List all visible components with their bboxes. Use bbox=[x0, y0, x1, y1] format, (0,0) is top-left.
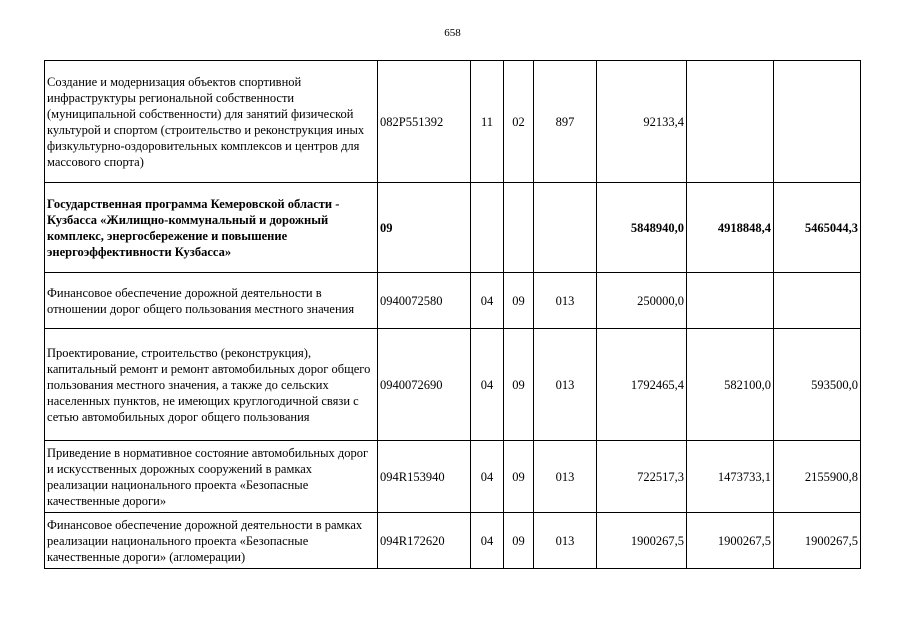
table-row bbox=[45, 329, 861, 441]
sum-year2-cell bbox=[687, 61, 774, 183]
sum-year1-cell: 250000,0 bbox=[597, 273, 687, 329]
sum-year3-cell: 1900267,5 bbox=[774, 513, 861, 569]
section-cell bbox=[471, 183, 504, 273]
subsection-cell: 02 bbox=[504, 61, 534, 183]
row-name-cell: Проектирование, строительство (реконструкция), капитальный ремонт и ремонт автомобильных дорог общего пользования местного значения, а также до сельских населенных пунктов, не имеющих круглогодичной связи с сетью автомобильных дорог общего пользования bbox=[45, 329, 378, 441]
sum-year3-cell: 593500,0 bbox=[774, 329, 861, 441]
target-code-cell: 09 bbox=[378, 183, 471, 273]
budget-table bbox=[44, 60, 861, 569]
sum-year3-cell: 5465044,3 bbox=[774, 183, 861, 273]
section-cell: 04 bbox=[471, 441, 504, 513]
sum-year2-cell: 1900267,5 bbox=[687, 513, 774, 569]
row-name-cell: Финансовое обеспечение дорожной деятельности в отношении дорог общего пользования местного значения bbox=[45, 273, 378, 329]
sum-year1-cell: 1792465,4 bbox=[597, 329, 687, 441]
sum-year1-cell: 92133,4 bbox=[597, 61, 687, 183]
sum-year3-cell: 2155900,8 bbox=[774, 441, 861, 513]
subsection-cell bbox=[504, 183, 534, 273]
sum-year3-cell bbox=[774, 61, 861, 183]
target-code-cell: 082P551392 bbox=[378, 61, 471, 183]
sum-year2-cell: 1473733,1 bbox=[687, 441, 774, 513]
section-cell: 04 bbox=[471, 329, 504, 441]
expense-type-cell: 013 bbox=[534, 513, 597, 569]
target-code-cell: 094R153940 bbox=[378, 441, 471, 513]
row-name-cell: Создание и модернизация объектов спортивной инфраструктуры региональной собственности (муниципальной собственности) для занятий физической культурой и спортом (строительство и реконструкция иных физкультурно-оздоровительных комплексов и центров для массового спорта) bbox=[45, 61, 378, 183]
subsection-cell: 09 bbox=[504, 513, 534, 569]
target-code-cell: 0940072580 bbox=[378, 273, 471, 329]
section-cell: 04 bbox=[471, 273, 504, 329]
table-row bbox=[45, 273, 861, 329]
table-row bbox=[45, 61, 861, 183]
subsection-cell: 09 bbox=[504, 329, 534, 441]
sum-year2-cell: 4918848,4 bbox=[687, 183, 774, 273]
expense-type-cell: 013 bbox=[534, 329, 597, 441]
subsection-cell: 09 bbox=[504, 441, 534, 513]
sum-year2-cell: 582100,0 bbox=[687, 329, 774, 441]
sum-year1-cell: 5848940,0 bbox=[597, 183, 687, 273]
target-code-cell: 0940072690 bbox=[378, 329, 471, 441]
subsection-cell: 09 bbox=[504, 273, 534, 329]
table-body bbox=[45, 61, 861, 569]
row-name-cell: Государственная программа Кемеровской области - Кузбасса «Жилищно-коммунальный и дорожный комплекс, энергосбережение и повышение энергоэффективности Кузбасса» bbox=[45, 183, 378, 273]
page-number: 658 bbox=[444, 27, 461, 39]
expense-type-cell: 013 bbox=[534, 273, 597, 329]
expense-type-cell: 013 bbox=[534, 441, 597, 513]
expense-type-cell bbox=[534, 183, 597, 273]
expense-type-cell: 897 bbox=[534, 61, 597, 183]
section-cell: 11 bbox=[471, 61, 504, 183]
sum-year3-cell bbox=[774, 273, 861, 329]
table-row bbox=[45, 513, 861, 569]
section-cell: 04 bbox=[471, 513, 504, 569]
sum-year1-cell: 1900267,5 bbox=[597, 513, 687, 569]
row-name-cell: Приведение в нормативное состояние автомобильных дорог и искусственных дорожных сооружений в рамках реализации национального проекта «Безопасные качественные дороги» bbox=[45, 441, 378, 513]
sum-year2-cell bbox=[687, 273, 774, 329]
table-row bbox=[45, 441, 861, 513]
sum-year1-cell: 722517,3 bbox=[597, 441, 687, 513]
row-name-cell: Финансовое обеспечение дорожной деятельности в рамках реализации национального проекта «Безопасные качественные дороги» (агломерации) bbox=[45, 513, 378, 569]
target-code-cell: 094R172620 bbox=[378, 513, 471, 569]
table-row bbox=[45, 183, 861, 273]
